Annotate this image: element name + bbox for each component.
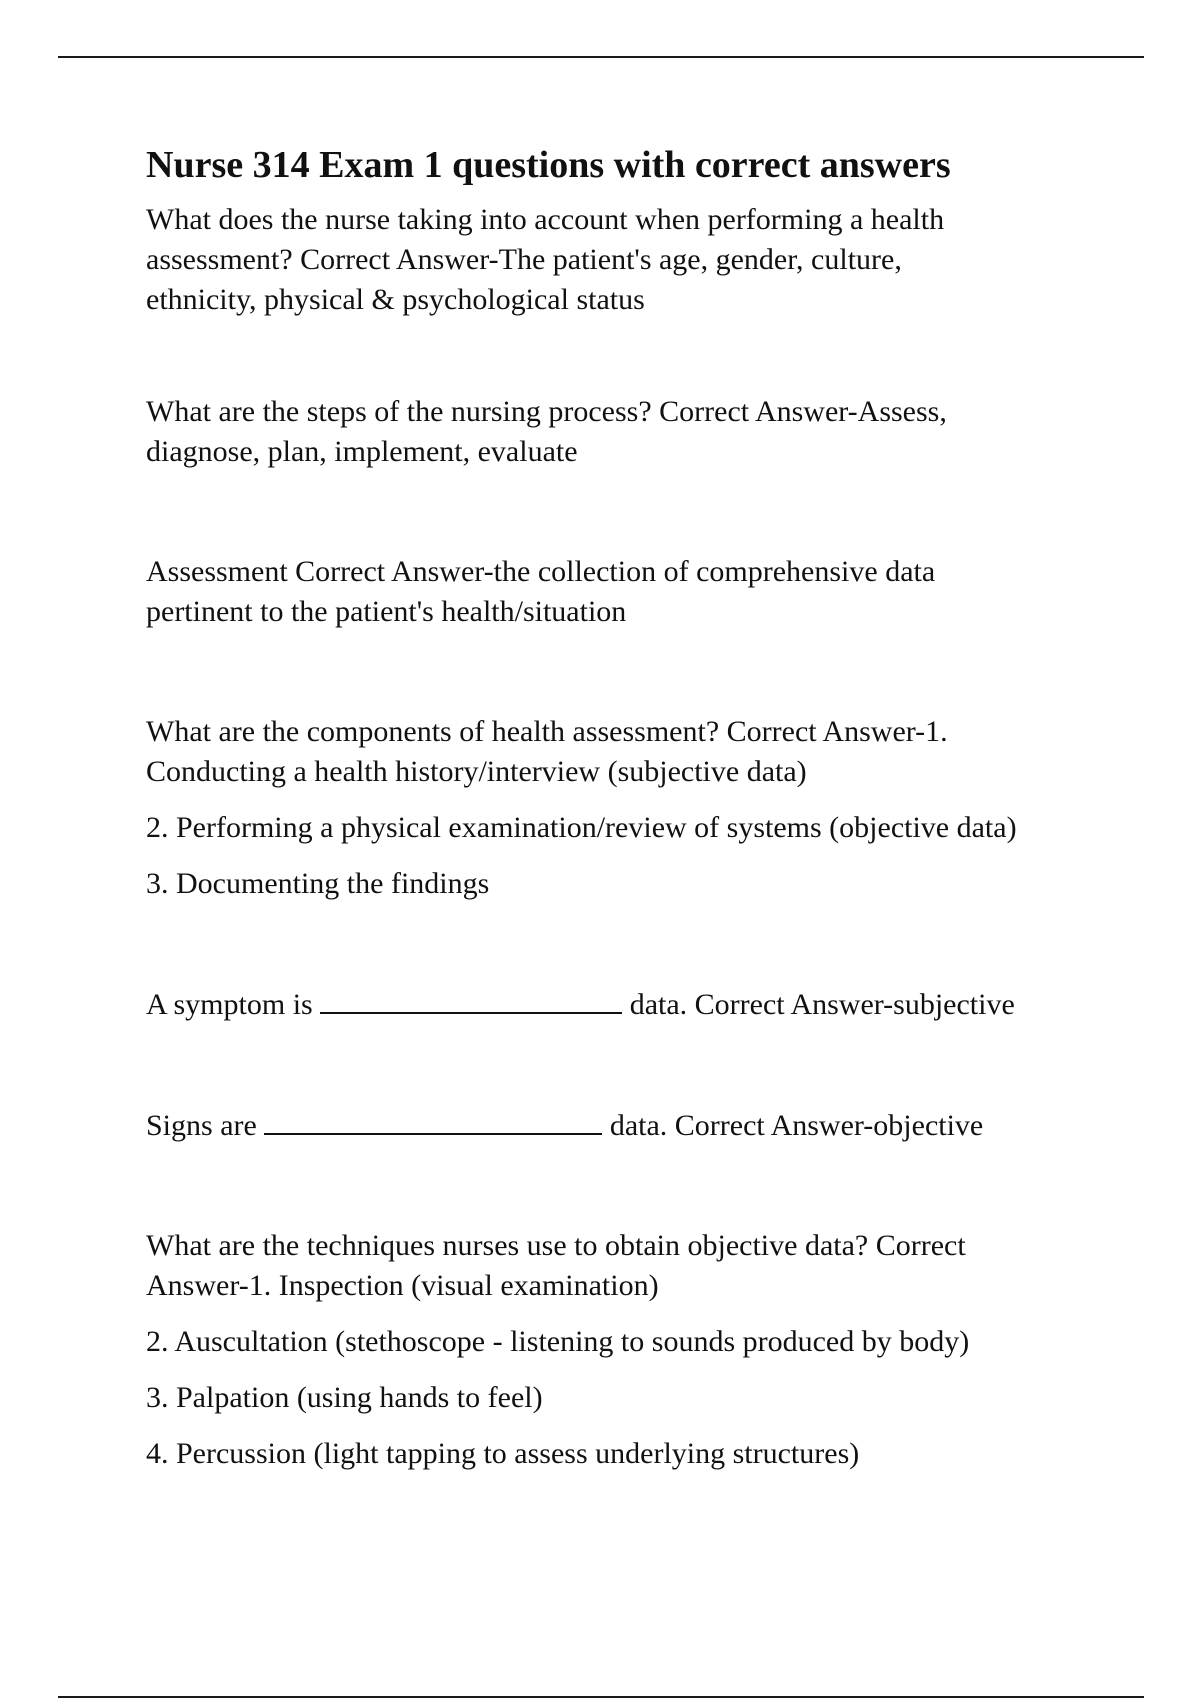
- qa-item-nursing-process-steps: What are the steps of the nursing process? Correct Answer-Assess, diagnose, plan, implement, evaluate: [146, 395, 947, 468]
- header-rule: [58, 56, 1144, 58]
- footer-rule: [58, 1696, 1144, 1698]
- document-body: [146, 140, 1106, 1474]
- document-title: Nurse 314 Exam 1 questions with correct answers: [146, 144, 951, 186]
- qa-item-symptom-fill-in: [146, 984, 1106, 1025]
- symptom-blank-line: [320, 984, 622, 1014]
- signs-prefix: Signs are: [146, 1109, 265, 1142]
- signs-blank-line: [264, 1105, 602, 1135]
- qa-item-components-line-3: 3. Documenting the findings: [146, 867, 490, 900]
- qa-item-techniques-line-3: 3. Palpation (using hands to feel): [146, 1381, 543, 1414]
- qa-item-components-line-2: 2. Performing a physical examination/review of systems (objective data): [146, 811, 1017, 844]
- qa-item-signs-fill-in: [146, 1105, 1106, 1146]
- qa-item-assessment-definition: Assessment Correct Answer-the collection of comprehensive data pertinent to the patient's health/situation: [146, 555, 936, 628]
- qa-item-techniques-line-4: 4. Percussion (light tapping to assess underlying structures): [146, 1437, 860, 1470]
- qa-item-techniques-line-2: 2. Auscultation (stethoscope - listening to sounds produced by body): [146, 1325, 970, 1358]
- symptom-answer: data. Correct Answer-subjective: [622, 988, 1015, 1021]
- signs-answer: data. Correct Answer-objective: [602, 1109, 984, 1142]
- symptom-prefix: A symptom is: [146, 988, 321, 1021]
- qa-item-objective-techniques: What are the techniques nurses use to obtain objective data? Correct Answer-1. Inspection (visual examination): [146, 1229, 966, 1302]
- qa-item-health-assessment-factors: What does the nurse taking into account when performing a health assessment? Correct Answer-The patient's age, gender, culture, ethnicity, physical & psychological status: [146, 203, 945, 316]
- qa-item-health-assessment-components: What are the components of health assessment? Correct Answer-1. Conducting a health history/interview (subjective data): [146, 715, 948, 788]
